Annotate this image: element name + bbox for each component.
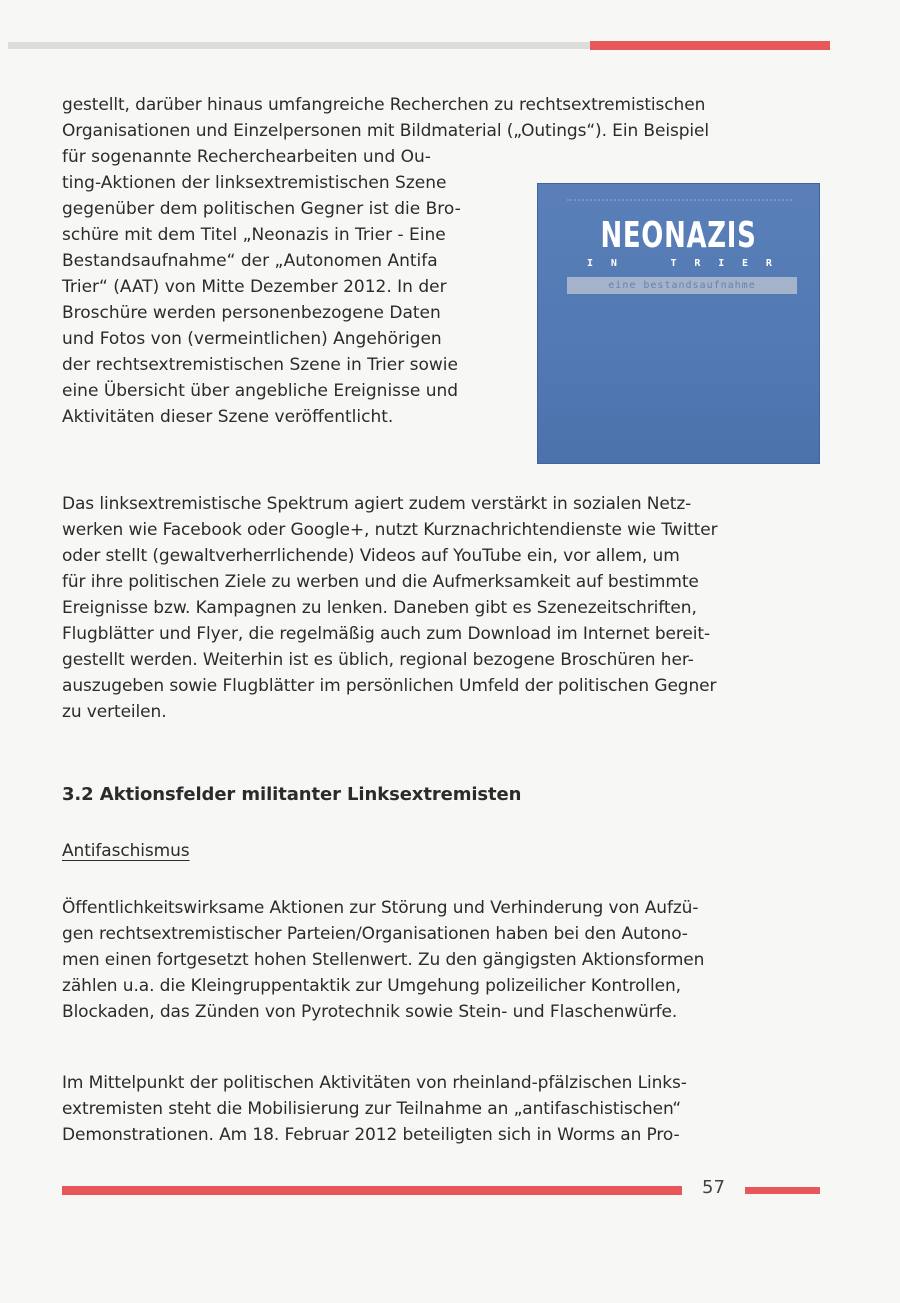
footer-rule-right	[745, 1187, 820, 1194]
text-line: Öffentlichkeitswirksame Aktionen zur Störung und Verhinderung von Aufzü-	[62, 898, 699, 918]
footer-rule-left	[62, 1186, 682, 1195]
text-line: men einen fortgesetzt hohen Stellenwert. Zu den gängigsten Aktionsformen	[62, 950, 705, 970]
text-line: Trier“ (AAT) von Mitte Dezember 2012. In der	[62, 277, 447, 297]
text-line: Ereignisse bzw. Kampagnen zu lenken. Daneben gibt es Szenezeitschriften,	[62, 598, 697, 618]
text-line: gestellt werden. Weiterhin ist es üblich, regional bezogene Broschüren her-	[62, 650, 694, 670]
cover-subtitle-letter: T	[670, 258, 677, 269]
header-rule-red	[590, 41, 830, 50]
text-line: gegenüber dem politischen Gegner ist die Bro-	[62, 199, 461, 219]
text-line: Flugblätter und Flyer, die regelmäßig auch zum Download im Internet bereit-	[62, 624, 710, 644]
section-heading: 3.2 Aktionsfelder militanter Linksextremisten	[62, 784, 522, 805]
text-line: Broschüre werden personenbezogene Daten	[62, 303, 441, 323]
text-line: extremisten steht die Mobilisierung zur Teilnahme an „antifaschistischen“	[62, 1099, 682, 1119]
text-line: Bestandsaufnahme“ der „Autonomen Antifa	[62, 251, 438, 271]
paragraph-1-narrow	[62, 144, 517, 430]
cover-band: eine bestandsaufnahme	[567, 277, 797, 294]
text-line: für sogenannte Recherchearbeiten und Ou-	[62, 147, 431, 167]
text-line: für ihre politischen Ziele zu werben und die Aufmerksamkeit auf bestimmte	[62, 572, 699, 592]
text-line: Blockaden, das Zünden von Pyrotechnik sowie Stein- und Flaschenwürfe.	[62, 1002, 678, 1022]
text-line: und Fotos von (vermeintlichen) Angehörigen	[62, 329, 442, 349]
paragraph-2	[62, 491, 822, 725]
paragraph-1-wide	[62, 92, 822, 144]
text-line: gestellt, darüber hinaus umfangreiche Recherchen zu rechtsextremistischen	[62, 95, 706, 115]
cover-dotted-line	[567, 199, 792, 207]
text-line: Im Mittelpunkt der politischen Aktivitäten von rheinland-pfälzischen Links-	[62, 1073, 687, 1093]
text-line: Das linksextremistische Spektrum agiert zudem verstärkt in sozialen Netz-	[62, 494, 692, 514]
text-line: zu verteilen.	[62, 702, 167, 722]
text-line: Aktivitäten dieser Szene veröffentlicht.	[62, 407, 394, 427]
text-line: eine Übersicht über angebliche Ereignisse und	[62, 381, 459, 401]
cover-title: NEONAZIS	[600, 215, 757, 256]
text-line: ting-Aktionen der linksextremistischen Szene	[62, 173, 447, 193]
cover-subtitle-letter: R	[694, 258, 701, 269]
text-line: schüre mit dem Titel „Neonazis in Trier - Eine	[62, 225, 446, 245]
text-line: oder stellt (gewaltverherrlichende) Videos auf YouTube ein, vor allem, um	[62, 546, 680, 566]
text-line: der rechtsextremistischen Szene in Trier sowie	[62, 355, 458, 375]
text-line: werken wie Facebook oder Google+, nutzt Kurznachrichtendienste wie Twitter	[62, 520, 718, 540]
text-line: Organisationen und Einzelpersonen mit Bildmaterial („Outings“). Ein Beispiel	[62, 121, 710, 141]
text-line: gen rechtsextremistischer Parteien/Organisationen haben bei den Autono-	[62, 924, 688, 944]
cover-subtitle-letter: R	[765, 258, 772, 269]
subsection-heading: Antifaschismus	[62, 841, 190, 861]
cover-subtitle-letter: E	[742, 258, 749, 269]
brochure-cover-image	[537, 183, 820, 464]
text-line: zählen u.a. die Kleingruppentaktik zur Umgehung polizeilicher Kontrollen,	[62, 976, 681, 996]
text-line: Demonstrationen. Am 18. Februar 2012 beteiligten sich in Worms an Pro-	[62, 1125, 680, 1145]
paragraph-4	[62, 1070, 822, 1148]
header-rule-grey	[8, 42, 590, 49]
cover-subtitle	[587, 258, 772, 269]
cover-subtitle-letter: I	[587, 258, 594, 269]
cover-subtitle-letter: I	[718, 258, 725, 269]
paragraph-3	[62, 895, 822, 1025]
text-line: auszugeben sowie Flugblätter im persönlichen Umfeld der politischen Gegner	[62, 676, 717, 696]
page-number: 57	[702, 1177, 725, 1198]
cover-subtitle-letter: N	[610, 258, 617, 269]
